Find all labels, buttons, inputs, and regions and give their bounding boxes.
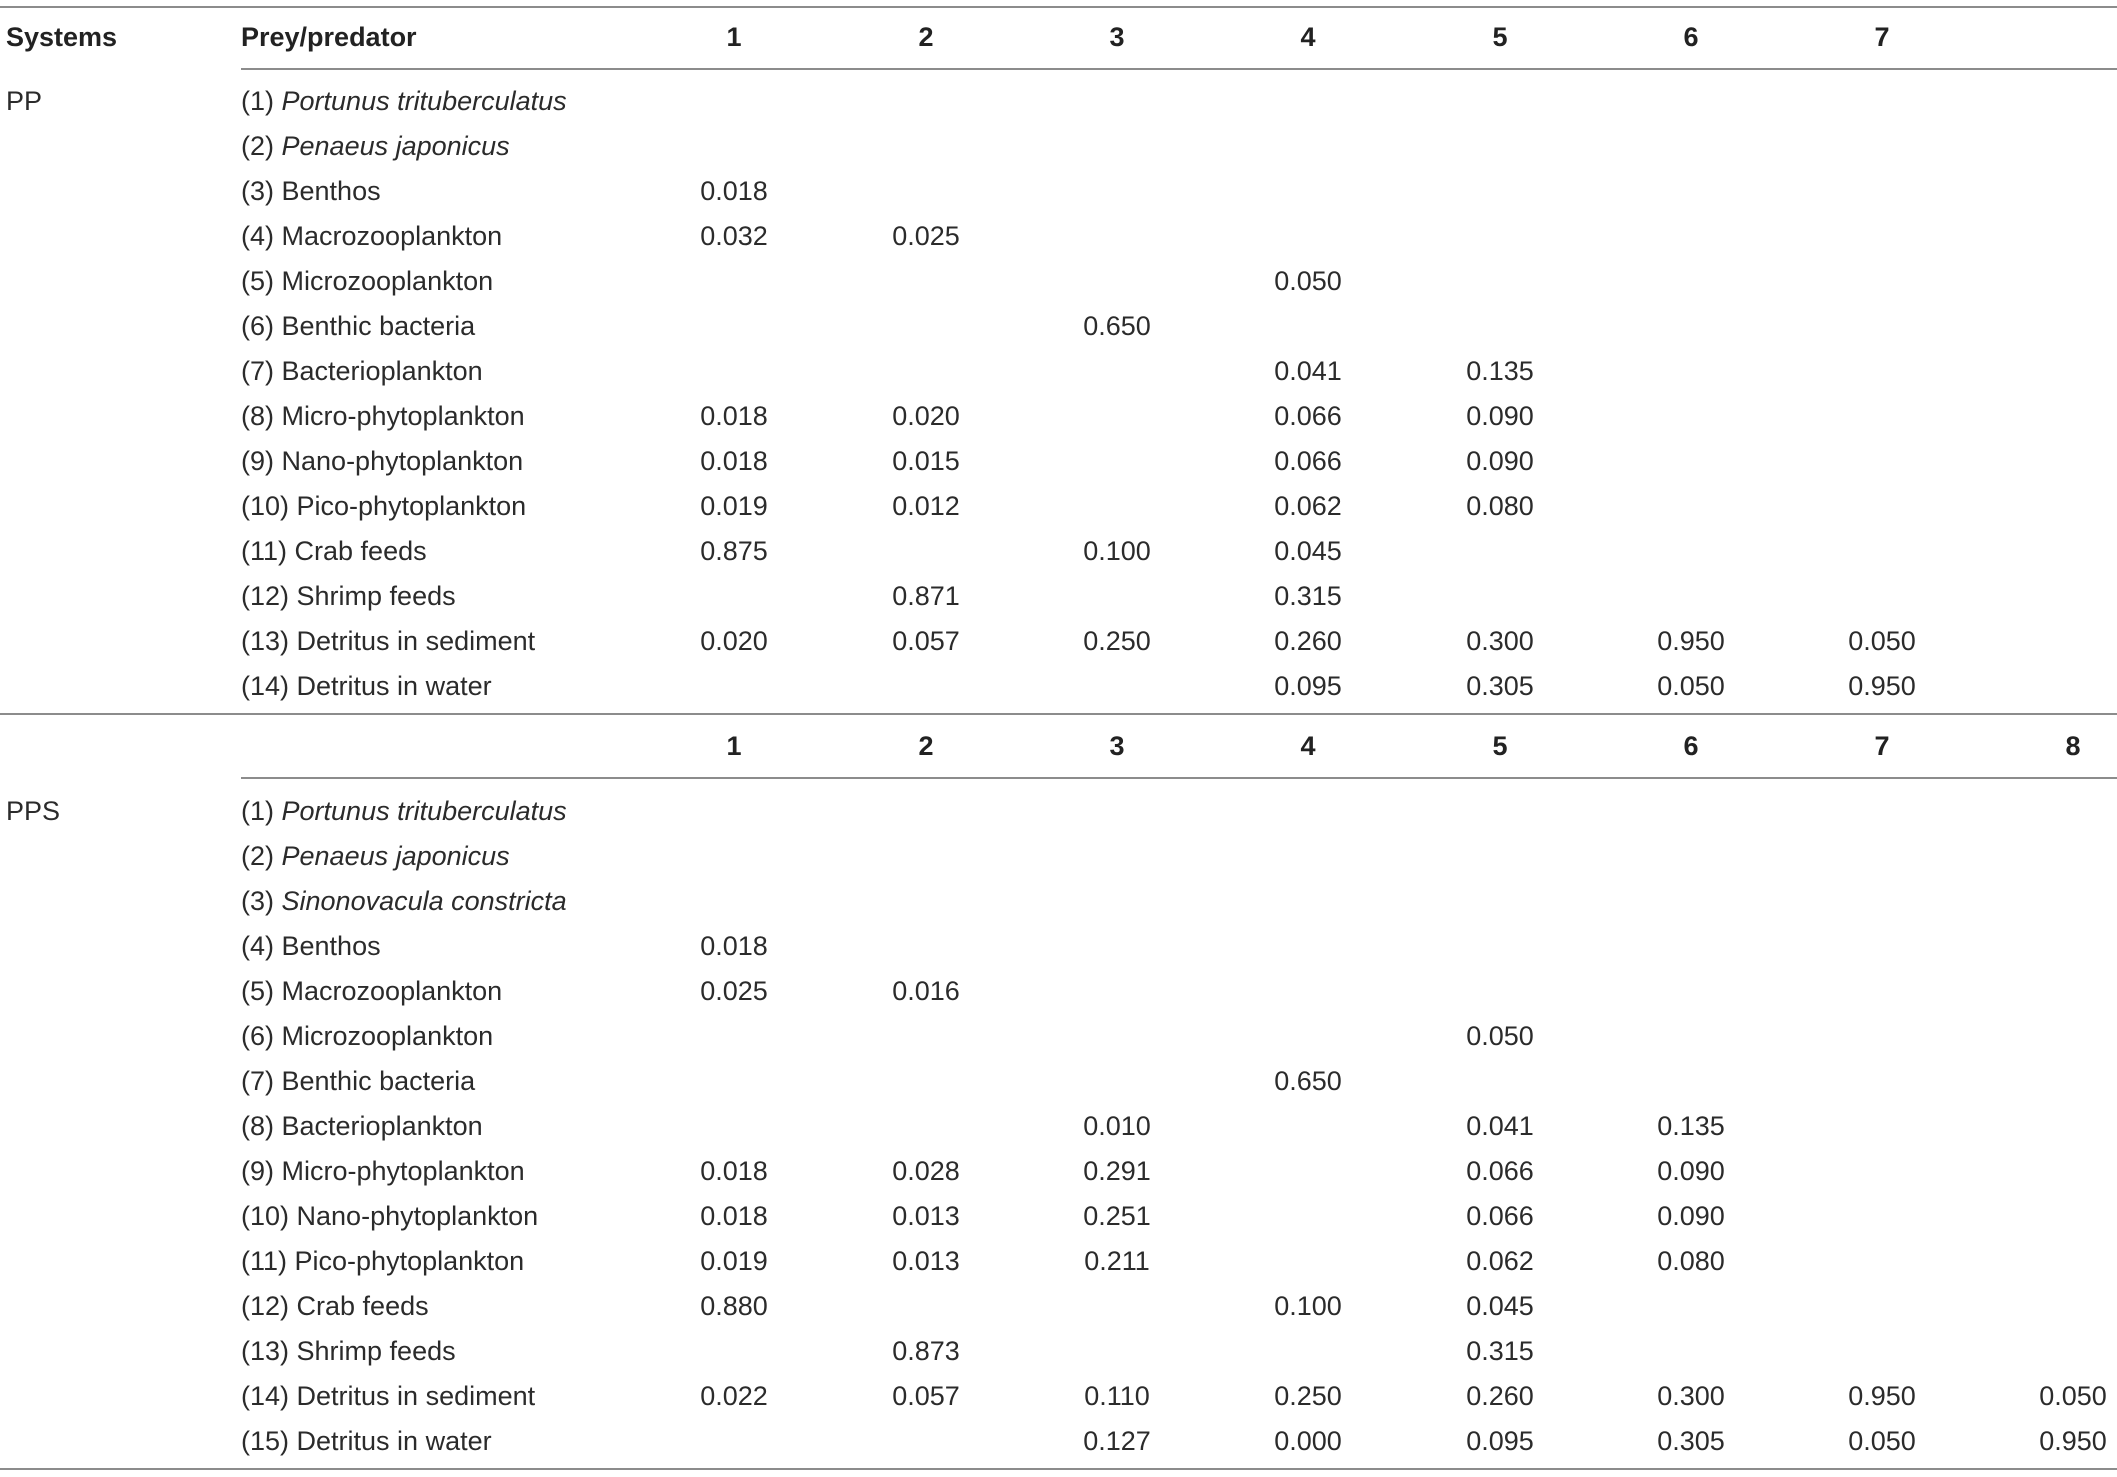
value-cell: 0.291 — [1083, 1156, 1151, 1186]
pps-header-col-7: 7 — [1874, 731, 1890, 761]
prey-name: Nano-phytoplankton — [281, 446, 524, 476]
value-cell: 0.090 — [1466, 401, 1534, 431]
prey-name-cell — [241, 304, 475, 349]
header-col-7: 7 — [1874, 22, 1890, 52]
prey-name: Shrimp feeds — [296, 581, 456, 611]
value-cell: 0.050 — [1466, 1021, 1534, 1051]
value-cell: 0.260 — [1466, 1381, 1534, 1411]
header-divider — [241, 68, 2117, 70]
prey-name: Pico-phytoplankton — [294, 1246, 525, 1276]
prey-index: (4) — [241, 221, 274, 251]
value-cell: 0.050 — [2039, 1381, 2107, 1411]
value-cell: 0.066 — [1274, 401, 1342, 431]
prey-name: Nano-phytoplankton — [296, 1201, 539, 1231]
prey-name: Benthos — [281, 176, 381, 206]
table-row — [0, 1194, 2117, 1239]
prey-name-cell — [241, 1149, 525, 1194]
value-cell: 0.315 — [1274, 581, 1342, 611]
header-col-4: 4 — [1300, 22, 1316, 52]
prey-name-cell — [241, 924, 381, 969]
prey-name-cell — [241, 1059, 475, 1104]
value-cell: 0.305 — [1657, 1426, 1725, 1456]
table-row — [0, 1419, 2117, 1464]
value-cell: 0.100 — [1274, 1291, 1342, 1321]
prey-name-cell — [241, 1014, 493, 1059]
prey-index: (11) — [241, 1246, 288, 1276]
prey-index: (4) — [241, 931, 274, 961]
prey-index: (6) — [241, 311, 274, 341]
value-cell: 0.010 — [1083, 1111, 1151, 1141]
value-cell: 0.015 — [892, 446, 960, 476]
prey-index: (13) — [241, 626, 290, 656]
prey-index: (1) — [241, 796, 274, 826]
system-label: PPS — [6, 796, 61, 826]
value-cell: 0.041 — [1466, 1111, 1534, 1141]
value-cell: 0.050 — [1848, 626, 1916, 656]
table-row — [0, 1104, 2117, 1149]
prey-name-cell — [241, 484, 526, 529]
prey-name: Portunus trituberculatus — [281, 796, 567, 826]
value-cell: 0.019 — [700, 491, 768, 521]
prey-name: Detritus in sediment — [296, 1381, 536, 1411]
prey-name-cell — [241, 349, 483, 394]
value-cell: 0.950 — [1848, 1381, 1916, 1411]
prey-name: Pico-phytoplankton — [296, 491, 527, 521]
value-cell: 0.012 — [892, 491, 960, 521]
prey-name: Microzooplankton — [281, 266, 494, 296]
prey-index: (14) — [241, 671, 290, 701]
header-col-3: 3 — [1109, 22, 1125, 52]
prey-name-cell — [241, 1104, 483, 1149]
prey-name: Micro-phytoplankton — [281, 1156, 525, 1186]
prey-index: (8) — [241, 1111, 274, 1141]
table-row — [0, 529, 2117, 574]
value-cell: 0.880 — [700, 1291, 768, 1321]
prey-index: (2) — [241, 841, 274, 871]
prey-index: (12) — [241, 581, 290, 611]
table-row — [0, 214, 2117, 259]
value-cell: 0.057 — [892, 626, 960, 656]
value-cell: 0.066 — [1466, 1201, 1534, 1231]
value-cell: 0.250 — [1083, 626, 1151, 656]
value-cell: 0.022 — [700, 1381, 768, 1411]
prey-name: Micro-phytoplankton — [281, 401, 525, 431]
prey-name-cell — [241, 1419, 492, 1464]
table-row — [0, 1374, 2117, 1419]
table-row — [0, 1149, 2117, 1194]
table-row — [0, 834, 2117, 879]
prey-index: (11) — [241, 536, 288, 566]
value-cell: 0.018 — [700, 176, 768, 206]
table-top-border — [0, 6, 2117, 8]
table-row — [0, 1059, 2117, 1104]
value-cell: 0.315 — [1466, 1336, 1534, 1366]
prey-name: Microzooplankton — [281, 1021, 494, 1051]
prey-name-cell — [241, 879, 567, 924]
prey-index: (15) — [241, 1426, 290, 1456]
value-cell: 0.260 — [1274, 626, 1342, 656]
value-cell: 0.875 — [700, 536, 768, 566]
prey-name: Benthic bacteria — [281, 1066, 476, 1096]
value-cell: 0.018 — [700, 446, 768, 476]
table-row — [0, 924, 2117, 969]
header-systems: Systems — [6, 22, 118, 52]
prey-name-cell — [241, 214, 502, 259]
value-cell: 0.057 — [892, 1381, 960, 1411]
value-cell: 0.251 — [1083, 1201, 1151, 1231]
header-col-5: 5 — [1492, 22, 1508, 52]
value-cell: 0.080 — [1657, 1246, 1725, 1276]
prey-name-cell — [241, 1239, 524, 1284]
prey-index: (6) — [241, 1021, 274, 1051]
value-cell: 0.032 — [700, 221, 768, 251]
table-row — [0, 349, 2117, 394]
prey-name: Crab feeds — [296, 1291, 429, 1321]
prey-name: Bacterioplankton — [281, 356, 483, 386]
prey-name: Benthic bacteria — [281, 311, 476, 341]
prey-name-cell — [241, 574, 456, 619]
value-cell: 0.013 — [892, 1201, 960, 1231]
prey-name: Macrozooplankton — [281, 221, 503, 251]
prey-name: Shrimp feeds — [296, 1336, 456, 1366]
value-cell: 0.871 — [892, 581, 960, 611]
value-cell: 0.305 — [1466, 671, 1534, 701]
prey-name-cell — [241, 834, 510, 879]
table-row — [0, 789, 2117, 834]
pps-header-col-8: 8 — [2065, 731, 2081, 761]
value-cell: 0.066 — [1466, 1156, 1534, 1186]
pps-header-col-2: 2 — [918, 731, 934, 761]
value-cell: 0.135 — [1466, 356, 1534, 386]
table-header-row — [0, 15, 2117, 60]
prey-index: (3) — [241, 176, 274, 206]
table-row — [0, 969, 2117, 1014]
prey-name: Detritus in sediment — [296, 626, 536, 656]
prey-name: Penaeus japonicus — [281, 841, 510, 871]
prey-index: (8) — [241, 401, 274, 431]
prey-name-cell — [241, 1194, 538, 1239]
prey-index: (9) — [241, 1156, 274, 1186]
value-cell: 0.873 — [892, 1336, 960, 1366]
value-cell: 0.028 — [892, 1156, 960, 1186]
prey-name-cell — [241, 79, 567, 124]
table-row — [0, 879, 2117, 924]
value-cell: 0.250 — [1274, 1381, 1342, 1411]
prey-index: (10) — [241, 1201, 290, 1231]
prey-index: (5) — [241, 976, 274, 1006]
value-cell: 0.018 — [700, 1201, 768, 1231]
header-prey-predator: Prey/predator — [241, 22, 417, 52]
table-row — [0, 1329, 2117, 1374]
section-divider — [0, 713, 2117, 715]
value-cell: 0.090 — [1657, 1156, 1725, 1186]
value-cell: 0.041 — [1274, 356, 1342, 386]
value-cell: 0.025 — [700, 976, 768, 1006]
value-cell: 0.110 — [1084, 1381, 1150, 1411]
prey-index: (13) — [241, 1336, 290, 1366]
value-cell: 0.650 — [1274, 1066, 1342, 1096]
prey-name: Macrozooplankton — [281, 976, 503, 1006]
value-cell: 0.127 — [1083, 1426, 1151, 1456]
value-cell: 0.050 — [1848, 1426, 1916, 1456]
pps-header-col-3: 3 — [1109, 731, 1125, 761]
header-col-6: 6 — [1683, 22, 1699, 52]
header-col-2: 2 — [918, 22, 934, 52]
value-cell: 0.650 — [1083, 311, 1151, 341]
table-row — [0, 1239, 2117, 1284]
pps-header-col-1: 1 — [726, 731, 742, 761]
table-row — [0, 574, 2117, 619]
value-cell: 0.135 — [1657, 1111, 1725, 1141]
prey-name-cell — [241, 664, 492, 709]
prey-name: Detritus in water — [296, 1426, 492, 1456]
prey-name-cell — [241, 969, 502, 1014]
table-row — [0, 1284, 2117, 1329]
table-row — [0, 394, 2117, 439]
value-cell: 0.211 — [1084, 1246, 1150, 1276]
table-row — [0, 124, 2117, 169]
value-cell: 0.020 — [700, 626, 768, 656]
pps-header-col-4: 4 — [1300, 731, 1316, 761]
table-row — [0, 484, 2117, 529]
prey-name: Bacterioplankton — [281, 1111, 483, 1141]
value-cell: 0.950 — [2039, 1426, 2107, 1456]
prey-name-cell — [241, 394, 525, 439]
value-cell: 0.016 — [892, 976, 960, 1006]
prey-name: Benthos — [281, 931, 381, 961]
value-cell: 0.000 — [1274, 1426, 1342, 1456]
value-cell: 0.950 — [1657, 626, 1725, 656]
value-cell: 0.950 — [1848, 671, 1916, 701]
value-cell: 0.019 — [700, 1246, 768, 1276]
prey-name-cell — [241, 619, 535, 664]
pps-header-divider — [241, 777, 2117, 779]
value-cell: 0.100 — [1083, 536, 1151, 566]
prey-index: (1) — [241, 86, 274, 116]
table-row — [0, 1014, 2117, 1059]
pps-header-col-5: 5 — [1492, 731, 1508, 761]
prey-index: (12) — [241, 1291, 290, 1321]
prey-name: Detritus in water — [296, 671, 492, 701]
prey-index: (10) — [241, 491, 290, 521]
value-cell: 0.045 — [1274, 536, 1342, 566]
prey-index: (9) — [241, 446, 274, 476]
value-cell: 0.095 — [1466, 1426, 1534, 1456]
value-cell: 0.300 — [1657, 1381, 1725, 1411]
value-cell: 0.018 — [700, 931, 768, 961]
value-cell: 0.025 — [892, 221, 960, 251]
pps-header-row — [0, 724, 2117, 769]
table-row — [0, 439, 2117, 484]
value-cell: 0.018 — [700, 401, 768, 431]
prey-name: Crab feeds — [294, 536, 427, 566]
value-cell: 0.018 — [700, 1156, 768, 1186]
prey-name-cell — [241, 789, 567, 834]
value-cell: 0.045 — [1466, 1291, 1534, 1321]
prey-index: (7) — [241, 1066, 274, 1096]
value-cell: 0.050 — [1274, 266, 1342, 296]
value-cell: 0.090 — [1657, 1201, 1725, 1231]
table-bottom-border — [0, 1468, 2117, 1470]
value-cell: 0.066 — [1274, 446, 1342, 476]
prey-index: (2) — [241, 131, 274, 161]
value-cell: 0.013 — [892, 1246, 960, 1276]
value-cell: 0.050 — [1657, 671, 1725, 701]
table-row — [0, 79, 2117, 124]
prey-name: Sinonovacula constricta — [281, 886, 567, 916]
system-label: PP — [6, 86, 43, 116]
prey-name: Portunus trituberculatus — [281, 86, 567, 116]
prey-name-cell — [241, 439, 523, 484]
table-row — [0, 259, 2117, 304]
header-col-1: 1 — [726, 22, 742, 52]
prey-name-cell — [241, 1374, 535, 1419]
prey-name: Penaeus japonicus — [281, 131, 510, 161]
table-row — [0, 304, 2117, 349]
value-cell: 0.095 — [1274, 671, 1342, 701]
value-cell: 0.062 — [1274, 491, 1342, 521]
table-row — [0, 619, 2117, 664]
prey-name-cell — [241, 1284, 429, 1329]
prey-name-cell — [241, 529, 427, 574]
prey-name-cell — [241, 259, 493, 304]
value-cell: 0.062 — [1466, 1246, 1534, 1276]
table-row — [0, 169, 2117, 214]
prey-name-cell — [241, 169, 381, 214]
prey-index: (3) — [241, 886, 274, 916]
value-cell: 0.080 — [1466, 491, 1534, 521]
table-row — [0, 664, 2117, 709]
value-cell: 0.300 — [1466, 626, 1534, 656]
pps-header-col-6: 6 — [1683, 731, 1699, 761]
prey-index: (7) — [241, 356, 274, 386]
prey-index: (14) — [241, 1381, 290, 1411]
prey-index: (5) — [241, 266, 274, 296]
value-cell: 0.020 — [892, 401, 960, 431]
prey-name-cell — [241, 124, 510, 169]
prey-name-cell — [241, 1329, 456, 1374]
value-cell: 0.090 — [1466, 446, 1534, 476]
